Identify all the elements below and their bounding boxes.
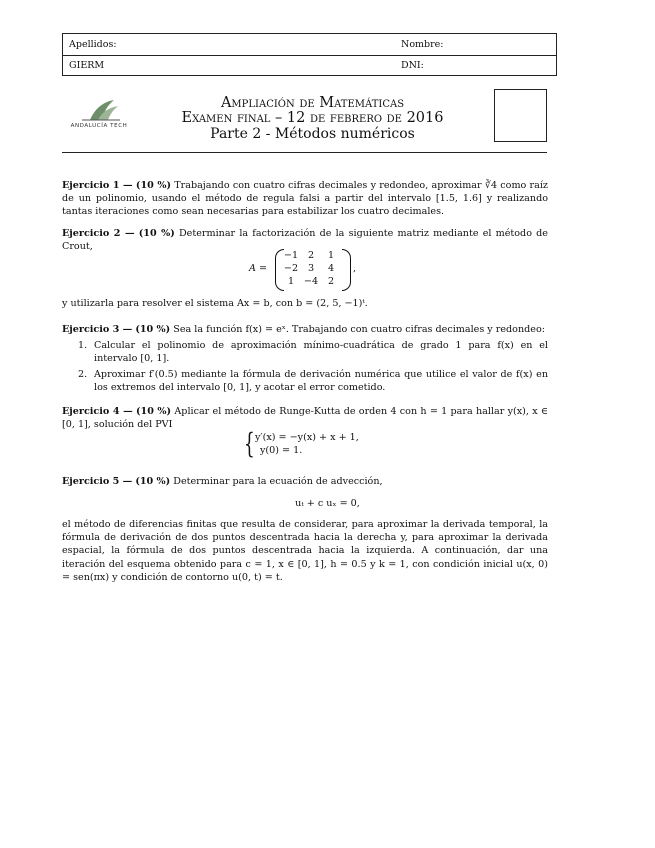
exercise-2-text: Determinar la factorización de la siguiente matriz mediante el método de Crout, xyxy=(62,228,548,253)
ivp-system xyxy=(244,427,374,460)
ivp-equation: y′(x) = −y(x) + x + 1, xyxy=(255,432,359,443)
logo-text: ANDALUCÍA TECH xyxy=(70,123,128,129)
exercise-1 xyxy=(62,179,548,219)
advection-equation: uₜ + c uₓ = 0, xyxy=(295,498,360,509)
matrix-cell: 1 xyxy=(287,276,295,287)
item-text: Aproximar f′(0.5) mediante la fórmula de derivación numérica que utilice el valor de f(x) en los extremos del intervalo [0, 1], y acotar el error cometido. xyxy=(94,369,548,394)
exercise-4-text: Aplicar el método de Runge-Kutta de orden 4 con h = 1 para hallar y(x), x ∈ [0, 1], solución del PVI xyxy=(62,406,548,431)
item-number: 1. xyxy=(78,340,88,351)
exercise-3 xyxy=(62,323,548,336)
leaf-icon xyxy=(62,96,136,124)
exercise-5-head: Ejercicio 5 — xyxy=(62,476,133,487)
matrix-cell: 3 xyxy=(307,263,315,274)
matrix-label: A = xyxy=(249,263,268,274)
exercise-5-text: Determinar para la ecuación de advección, xyxy=(173,476,383,487)
exam-date-title: Examen final – 12 de febrero de 2016 xyxy=(181,110,444,126)
exercise-2-tail: y utilizarla para resolver el sistema Ax = b, con b = (2, 5, −1)ᵗ. xyxy=(62,298,368,309)
matrix-cell: −2 xyxy=(283,263,299,274)
exercise-5 xyxy=(62,475,548,488)
matrix-cell: −4 xyxy=(303,276,319,287)
exercise-2-weight: (10 %) xyxy=(138,228,175,239)
matrix-comma: , xyxy=(353,263,357,274)
ivp-initial-condition: y(0) = 1. xyxy=(260,445,303,456)
exercise-2-head: Ejercicio 2 — xyxy=(62,228,135,239)
item-number: 2. xyxy=(78,369,88,380)
apellidos-label: Apellidos: xyxy=(69,39,117,50)
course-title: Ampliación de Matemáticas xyxy=(220,95,405,111)
student-info-row-1 xyxy=(63,34,556,56)
exercise-1-text: Trabajando con cuatro cifras decimales y redondeo, aproximar ∛4 como raíz de un polinomio, usando el método de regula falsi a partir del intervalo [1.5, 1.6] y realizando tantas iteraciones como sean necesarias para estabilizar los cuatro decimales. xyxy=(62,180,548,218)
exercise-4 xyxy=(62,405,548,431)
grade-box xyxy=(494,89,547,142)
exercise-3-weight: (10 %) xyxy=(135,324,171,335)
exercise-5-body: el método de diferencias finitas que resulta de considerar, para aproximar la derivada temporal, la fórmula de derivación de dos puntos descentrada hacia la derecha y, para aproximar la derivada espacial, la fórmula de dos puntos descentrada hacia la izquierda. A continuación, dar una iteración del esquema obtenido para c = 1, x ∈ [0, 1], h = 0.5 y k = 1, con condición inicial u(x, 0) = sen(πx) y condición de contorno u(0, t) = t. xyxy=(62,519,548,583)
exercise-1-head: Ejercicio 1 — xyxy=(62,180,133,191)
exam-title xyxy=(150,96,475,142)
matrix-cell: 4 xyxy=(327,263,335,274)
degree-label: GIERM xyxy=(69,60,105,71)
dni-label: DNI: xyxy=(401,60,424,71)
matrix-right-paren xyxy=(342,249,351,291)
item-text: Calcular el polinomio de aproximación mínimo-cuadrática de grado 1 para f(x) en el intervalo [0, 1]. xyxy=(94,340,548,365)
student-info-table xyxy=(62,33,557,76)
exam-part-title: Parte 2 - Métodos numéricos xyxy=(210,126,415,142)
matrix-cell: −1 xyxy=(283,250,299,261)
nombre-label: Nombre: xyxy=(401,39,444,50)
student-info-row-2 xyxy=(63,55,556,76)
exercise-3-text: Sea la función f(x) = eˣ. Trabajando con cuatro cifras decimales y redondeo: xyxy=(173,324,545,335)
andalucia-tech-logo xyxy=(62,96,136,140)
matrix-a xyxy=(249,249,369,291)
header-divider xyxy=(62,152,547,153)
matrix-cell: 2 xyxy=(327,276,335,287)
exercise-1-weight: (10 %) xyxy=(135,180,171,191)
left-brace: { xyxy=(244,427,255,460)
matrix-cell: 2 xyxy=(307,250,315,261)
exercise-3-head: Ejercicio 3 — xyxy=(62,324,133,335)
exercise-4-weight: (10 %) xyxy=(135,406,172,417)
exercise-5-weight: (10 %) xyxy=(135,476,171,487)
exercise-4-head: Ejercicio 4 — xyxy=(62,406,133,417)
matrix-cell: 1 xyxy=(327,250,335,261)
